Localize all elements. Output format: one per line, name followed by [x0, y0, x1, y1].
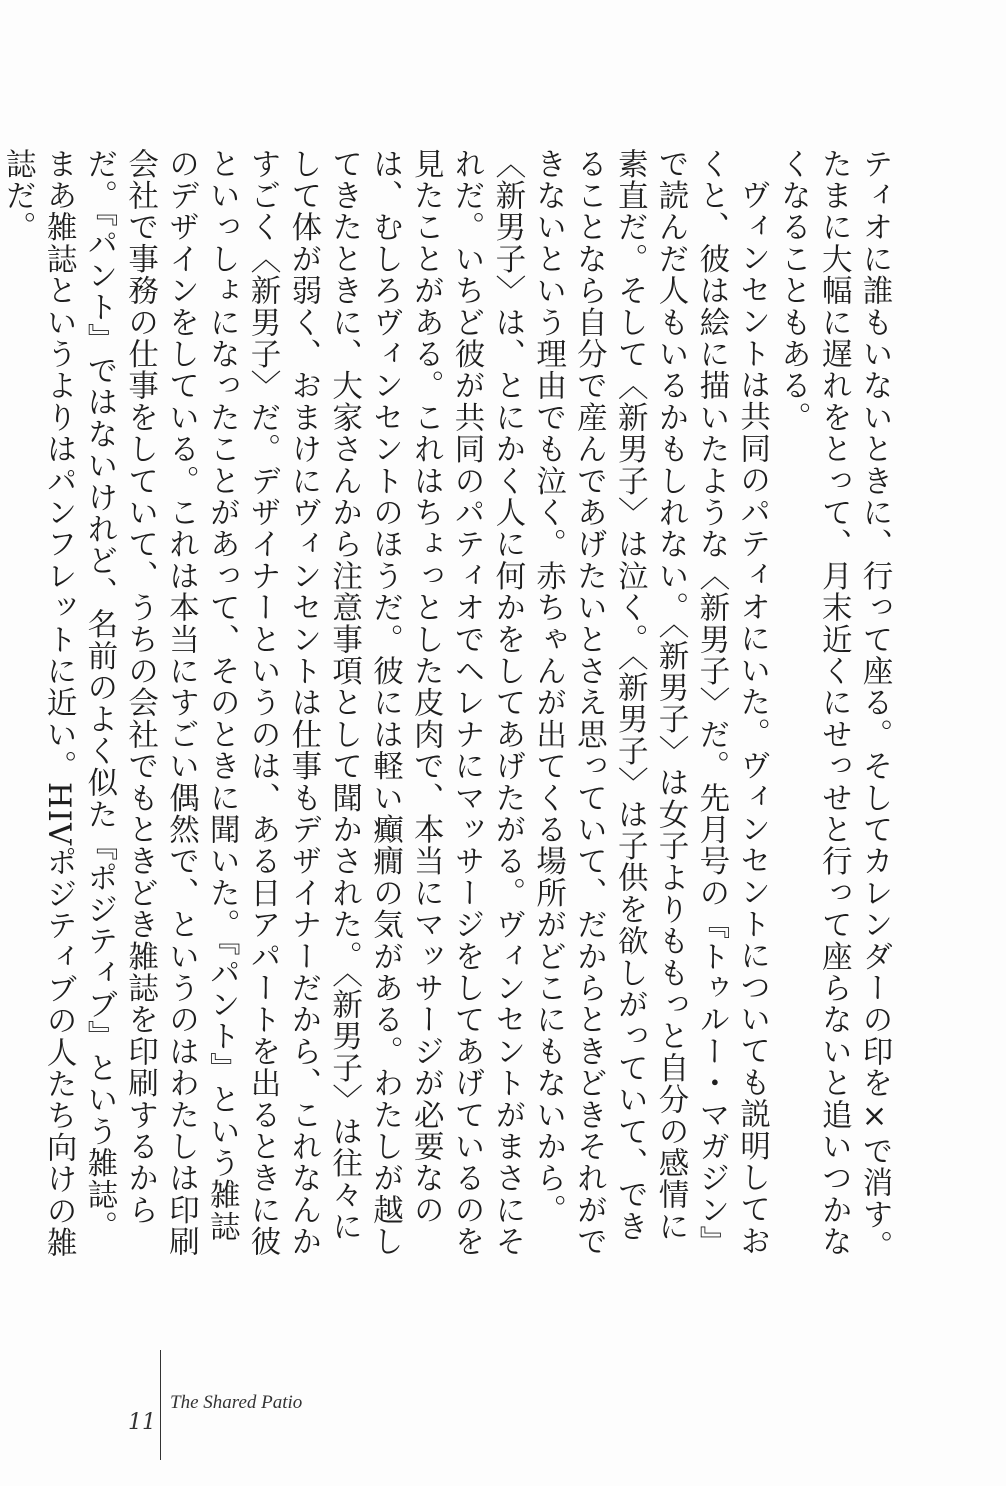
page-number: 11 [128, 1410, 156, 1435]
running-title: The Shared Patio [170, 1392, 303, 1413]
vertical-body-text [0, 148, 894, 1268]
paragraph-2: ヴィンセントは共同のパティオにいた。ヴィンセントについても説明しておくと、彼は絵に描いたような〈新男子〉だ。先月号の『トゥルー・マガジン』で読んだ人もいるかもしれない。〈新男子〉は女子よりももっと自分の感情に素直だ。そして〈新男子〉は泣く。〈新男子〉は子供を欲しがっていて、できることなら自分で産んであげたいとさえ思っていて、だからときどきそれができないという理由でも泣く。赤ちゃんが出てくる場所がどこにもないから。〈新男子〉は、とにかく人に何かをしてあげたがる。ヴィンセントがまさにそれだ。いちど彼が共同のパティオでヘレナにマッサージをしてあげているのを見たことがある。これはちょっとした皮肉で、本当にマッサージが必要なのは、むしろヴィンセントのほうだ。彼には軽い癲癇の気がある。わたしが越してきたときに、大家さんから注意事項として聞かされた。〈新男子〉は往々にして体が弱く、おまけにヴィンセントは仕事もデザイナーだから、これなんかすごく〈新男子〉だ。デザイナーというのは、ある日アパートを出るときに彼といっしょになったことがあって、そのときに聞いた。『パント』という雑誌のデザインをしている。これは本当にすごい偶然で、というのはわたしは印刷会社で事務の仕事をしていて、うちの会社でもときどき雑誌を印刷するからだ。『パント』ではないけれど、名前のよく似た『ポジティブ』という雑誌。まあ雑誌というよりはパンフレットに近い。HIVポジティブの人たち向けの雑誌だ。 [0, 148, 770, 1259]
paragraph-1: ティオに誰もいないときに、行って座る。そしてカレンダーの印を×で消す。たまに大幅に遅れをとって、月末近くにせっせと行って座らないと追いつかなくなることもある。 [775, 148, 892, 1262]
footer-divider [160, 1350, 161, 1460]
